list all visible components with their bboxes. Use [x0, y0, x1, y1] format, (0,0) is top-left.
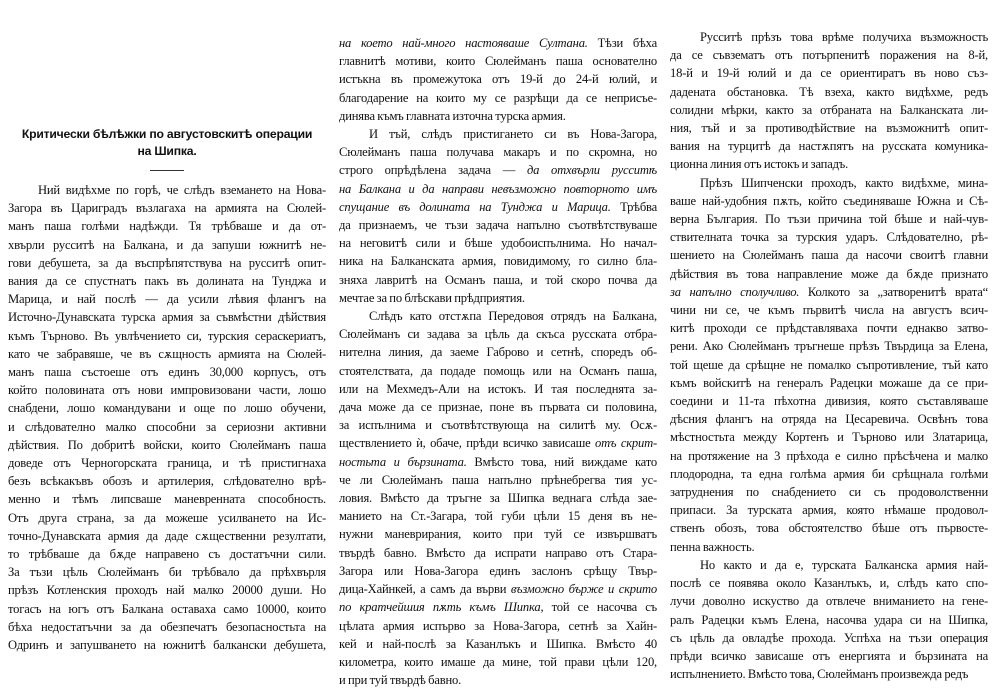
text-line: [339, 180, 657, 198]
text-line: [8, 308, 326, 326]
text-line: [670, 137, 988, 155]
text-line: [339, 34, 657, 52]
text-line: [339, 398, 657, 416]
text-line: [339, 252, 657, 270]
text-line: [8, 217, 326, 235]
text-line: [8, 490, 326, 508]
text-line: [670, 155, 988, 173]
right-column-text: [670, 28, 988, 683]
text-line: [670, 83, 988, 101]
text-line: [670, 119, 988, 137]
text-run: манието на Ст.-Загара, той губи цѣли 15 деня въ не-: [339, 509, 657, 524]
text-run: на протяжение на 3 прѣхода е силно прѣсѣчена и малко: [670, 448, 988, 463]
text-line: [670, 28, 988, 46]
text-run: да се съвзематъ отъ потърпенитѣ поражения на 8-й,: [670, 48, 988, 63]
text-line: [670, 501, 988, 519]
text-run: на неговитѣ сили и бѣше удобоиспълнима. Но начал-: [339, 236, 657, 251]
text-line: [339, 362, 657, 380]
text-line: [670, 374, 988, 392]
text-run: Загора въ Цариградъ възлагаха на армията на Сюлей-: [8, 201, 326, 216]
italic-emphasis: отъ скрит-: [595, 436, 657, 451]
text-run: лучи доволно искуство да отвлече вниманието на гене-: [670, 594, 988, 609]
text-run: точно-Дунавската армия да даде сѫщественни резултати,: [8, 528, 326, 543]
text-run: динява къмъ главната източна турска армия.: [339, 108, 566, 123]
text-run: манъ паша състоеше отъ единъ 30,000 корпусъ, отъ: [8, 365, 326, 380]
text-line: [670, 192, 988, 210]
text-run: менно и тѣмъ липсваше маневренната способность.: [8, 492, 326, 507]
text-run: затруднения по снабдението си съ продоволственни: [670, 485, 988, 500]
text-run: ния, тъй и за противодѣйствие на възможнитѣ опит-: [670, 121, 988, 136]
text-line: [670, 301, 988, 319]
text-run: Ний видѣхме по горѣ, че слѣдъ вземането на Нова-: [38, 183, 326, 197]
italic-emphasis: за напълно сполучливо.: [670, 284, 800, 299]
text-run: Отъ друга страна, за да можеше усилването на Ис-: [8, 510, 326, 525]
text-run: Вмѣсто това, ний виждаме като: [466, 454, 657, 469]
text-line: [8, 345, 326, 363]
text-run: ствителната точка за турския ударъ. Слѣдователно, рѣ-: [670, 230, 988, 245]
text-line: [8, 272, 326, 290]
text-line: [670, 574, 988, 592]
italic-emphasis: спущание въ долината на Тунджа и Марица.: [339, 199, 611, 214]
text-line: [670, 46, 988, 64]
text-run: къмъ Търново. Въ увлѣчението си, турския сераскериатъ,: [8, 328, 326, 343]
text-run: ралъ Радецки къмъ Елена, насочва удара си на Шипка,: [670, 612, 988, 627]
text-run: испълнението. Вмѣсто това, Сюлейманъ произвежда редъ: [670, 667, 969, 682]
text-run: чини ни се, че къмъ първитѣ числа на августъ всич-: [670, 303, 988, 318]
text-run: мѣстностьта между Кортенъ и Търново или Златарица,: [670, 430, 988, 445]
text-line: [8, 472, 326, 490]
text-run: манъ паша голѣми надѣжди. Тя трѣбваше и да от-: [8, 219, 326, 234]
text-line: [8, 509, 326, 527]
text-line: [8, 381, 326, 399]
text-run: плодородна, та една голѣма армия би срѣщнала голѣми: [670, 466, 988, 481]
text-run: че ли Сюлейманъ паша напълно прѣнебрегва тия ус-: [339, 472, 657, 487]
text-run: строго опрѣдѣлена задача —: [339, 163, 527, 178]
text-run: или на Мехмедъ-Али на истокъ. И тая последнята за-: [339, 381, 657, 396]
text-run: нителна линия, да заеме Габрово и сетнѣ, споредъ об-: [339, 345, 657, 360]
text-line: [670, 647, 988, 665]
text-run: който половината отъ нови импровизовани части, лошо: [8, 383, 326, 398]
text-run: бѣха недостатъчни за да обезпечатъ безопасностьта на: [8, 619, 326, 634]
text-line: [8, 181, 326, 199]
text-line: [8, 199, 326, 217]
text-run: гови дебушета, за да въспрѣпятствува на русситѣ опит-: [8, 255, 326, 270]
italic-emphasis: да отхвърли русситѣ: [526, 163, 657, 178]
text-run: вания на турцитѣ да настѫпятъ на русската комуника-: [670, 139, 988, 154]
text-run: твърдѣ бавно. Вмѣсто да испрати направо отъ Стара-: [339, 545, 657, 560]
text-run: прѣзъ Котленския проходъ най малко 20000 души. Но: [8, 583, 326, 598]
text-run: тогасъ на югъ отъ Балкана оставаха само 10000, които: [8, 601, 326, 616]
text-run: верна България. По тъзи причина той бѣше и най-чув-: [670, 212, 988, 227]
text-line: [339, 325, 657, 343]
text-run: Трѣбва: [610, 199, 657, 214]
text-line: [339, 653, 657, 671]
text-line: [8, 636, 326, 654]
text-run: дѣйствия въ това направление може да бѫде признато: [670, 266, 988, 281]
text-line: [339, 70, 657, 88]
left-column-text: [8, 181, 326, 654]
text-line: [670, 519, 988, 537]
text-run: кей и най-послѣ за Казанлъкъ и Шипка. Вмѣсто 40: [339, 636, 657, 651]
text-line: [339, 671, 657, 689]
text-line: [670, 265, 988, 283]
text-line: [670, 101, 988, 119]
text-line: [339, 289, 657, 307]
text-run: Но както и да е, турската Балканска армия най-: [700, 557, 988, 572]
middle-column: [339, 0, 657, 689]
text-line: [339, 635, 657, 653]
text-run: мечтае за по блѣскави прѣдприятия.: [339, 290, 525, 305]
text-run: Тѣзи бѣха: [587, 36, 657, 50]
text-line: [8, 454, 326, 472]
text-line: [8, 563, 326, 581]
text-run: прѣди всичко зависаше отъ енергията и бързината на: [670, 648, 988, 663]
text-line: [8, 581, 326, 599]
text-run: припаси. За турската армия, която нѣмаше продовол-: [670, 503, 988, 518]
text-line: [8, 618, 326, 636]
text-run: за испълнима и съотвѣтствующа на силитѣ му. Осѫ-: [339, 418, 657, 433]
text-line: [670, 174, 988, 192]
text-line: [670, 210, 988, 228]
left-column: [8, 0, 326, 654]
text-line: [8, 254, 326, 272]
text-line: [339, 307, 657, 325]
text-run: благодарение на които му се разрѣщи да се неприсъе-: [339, 90, 657, 105]
text-run: Сюлейманъ паша получава макаръ и по скромна, но: [339, 145, 657, 160]
text-run: рени. Ако Сюлейманъ тръгнеше прѣзъ Твърдица за Елена,: [670, 339, 988, 354]
text-line: [339, 216, 657, 234]
text-line: [339, 343, 657, 361]
text-run: ника на Балканската армия, повидимому, го силно бла-: [339, 254, 657, 269]
text-run: ционна линия отъ истокъ и западъ.: [670, 157, 849, 172]
text-line: [670, 665, 988, 683]
text-line: [670, 538, 988, 556]
text-line: [670, 283, 988, 301]
text-line: [8, 236, 326, 254]
title-divider: [150, 170, 184, 171]
text-run: километра, които имаше да мине, той прави цѣли 120,: [339, 654, 657, 669]
text-line: [670, 410, 988, 428]
text-run: дѣйствия. По добритѣ войски, които Сюлейманъ паша: [8, 437, 326, 452]
text-run: За тъзи цѣль Сюлейманъ би трѣбвало да прѣхвърля: [8, 565, 326, 580]
text-run: Сюлейманъ си задава за цѣль да скъса русската отбра-: [339, 327, 657, 342]
text-run: той се насочва съ: [543, 600, 657, 615]
italic-emphasis: по кратчейшия пѫть къмъ Шипка,: [339, 600, 544, 615]
middle-column-text: [339, 34, 657, 689]
text-line: [8, 545, 326, 563]
italic-emphasis: на Балкана и да направи невъзможно повторното имъ: [339, 181, 657, 196]
text-run: къмъ войскитѣ на генералъ Радецки можаше да се при-: [670, 375, 988, 390]
text-line: [339, 525, 657, 543]
text-line: [670, 629, 988, 647]
text-line: [670, 483, 988, 501]
text-run: И тъй, слѣдъ пристигането си въ Нова-Загора,: [369, 127, 657, 142]
text-line: [670, 428, 988, 446]
text-line: [8, 363, 326, 381]
text-line: [670, 447, 988, 465]
text-line: [339, 161, 657, 179]
text-line: [339, 125, 657, 143]
text-line: [339, 234, 657, 252]
text-line: [339, 471, 657, 489]
text-run: да признаемъ, че тъзи задача напълно съотвѣтствуваше: [339, 218, 657, 233]
text-line: [339, 107, 657, 125]
text-line: [339, 271, 657, 289]
text-run: Марица, и най послѣ — да усили лѣвия флангъ на: [8, 292, 326, 307]
text-run: Русситѣ прѣзъ това врѣме получиха възможность: [700, 30, 988, 44]
text-run: Слѣдъ като отстѫпа Передовоя отрядъ на Балкана,: [369, 309, 657, 324]
text-run: и при туй твърдѣ бавно.: [339, 673, 462, 688]
text-line: [339, 617, 657, 635]
text-run: като че забравяше, че въ сѫщность армията на Сюлей-: [8, 346, 326, 361]
text-run: соедини и 11-та пѣхотна дивизия, която съставляваше: [670, 394, 988, 409]
text-run: ваше най-удобния пѫть, който съединяваше Южна и Сѣ-: [670, 193, 988, 208]
italic-emphasis: ностьта и бързината.: [339, 454, 467, 469]
text-run: шението на Сюлейманъ паша да насочи своитѣ главни: [670, 248, 988, 263]
text-run: вания да се спустнатъ пакъ въ долината на Тунджа и: [8, 274, 326, 289]
text-run: пенна важность.: [670, 539, 755, 554]
text-run: послѣ се появява около Казанлъкъ, и, слѣдъ като спо-: [670, 576, 988, 591]
text-run: то трѣбваше да бѫде направено съ достатъчни сили.: [8, 547, 326, 562]
article-title-line-2: на Шипка.: [137, 144, 197, 158]
text-line: [339, 143, 657, 161]
text-line: [670, 465, 988, 483]
text-run: дача може да се признае, поне въ първата си половина,: [339, 400, 657, 415]
text-line: [670, 64, 988, 82]
text-run: Прѣзъ Шипченски проходъ, както видѣхме, мина-: [700, 175, 988, 190]
text-line: [339, 544, 657, 562]
text-line: [339, 489, 657, 507]
text-line: [339, 598, 657, 616]
article-title-line-1: Критически бѣлѣжки по августовскитѣ операции: [21, 127, 313, 141]
text-line: [670, 392, 988, 410]
text-run: цѣлата армия испърво за Нова-Загора, сетнѣ за Хайн-: [339, 618, 657, 633]
text-run: дица-Хайнкей, а самъ да върви: [339, 582, 511, 597]
text-line: [670, 611, 988, 629]
text-run: истъкна въ промежутока отъ 19-й до 24-й юлий, и: [339, 72, 657, 87]
text-line: [339, 453, 657, 471]
text-run: доведе отъ Черногорската граница, и тѣ пристигнаха: [8, 456, 326, 471]
text-run: Источно-Дунавската турска армия за съвмѣстни дѣйствия: [8, 310, 326, 325]
text-run: зняха лавритѣ на Османъ паша, и той скоро почва да: [339, 272, 657, 287]
italic-emphasis: на което най-много настояваше Султана.: [339, 36, 588, 50]
text-run: солидни мѣрки, както за отбраната на Балканската ли-: [670, 102, 988, 117]
text-run: той щеше да срѣщне не помалко съпротивление, тъй като: [670, 357, 988, 372]
text-run: дадената обстановка. Тѣ взеха, както видѣхме, редъ: [670, 84, 988, 99]
text-run: китѣ проходи се прѣдставляваха почти еднакво затво-: [670, 321, 988, 336]
text-line: [8, 418, 326, 436]
text-line: [339, 198, 657, 216]
text-run: 18-й и 19-й юлий и да се ориентиратъ въ ново съз-: [670, 66, 988, 81]
text-line: [339, 562, 657, 580]
text-line: [670, 319, 988, 337]
text-run: стоятелствата, да подаде помощь или на Османъ паша,: [339, 363, 657, 378]
text-run: и слѣдователно малко способни за сериозни активни: [8, 419, 326, 434]
text-run: главнитѣ мотиви, които Сюлейманъ паша основателно: [339, 54, 657, 69]
text-line: [670, 556, 988, 574]
text-line: [8, 600, 326, 618]
text-line: [8, 436, 326, 454]
text-run: Загора или Нова-Загора единъ заслонъ срѣщу Твър-: [339, 563, 657, 578]
text-run: Одринъ и запушването на южнитѣ балкански дебушета,: [8, 638, 326, 653]
text-run: ловия. Вмѣсто да тръгне за Шипка веднага слѣда зае-: [339, 491, 657, 506]
text-line: [8, 327, 326, 345]
text-line: [8, 399, 326, 417]
text-line: [339, 580, 657, 598]
text-line: [339, 434, 657, 452]
text-line: [670, 228, 988, 246]
text-line: [670, 246, 988, 264]
italic-emphasis: възможно бърже и скрито: [510, 582, 657, 597]
text-run: ществлението ѝ, обаче, прѣди всичко зависаше: [339, 436, 596, 451]
text-run: снабдени, лошо командувани и още по лошо обучени,: [8, 401, 326, 416]
right-column: [670, 0, 988, 683]
text-line: [339, 416, 657, 434]
text-line: [8, 290, 326, 308]
text-run: ственъ обозъ, това обстоятелство бѣше отъ първосте-: [670, 521, 988, 536]
text-line: [670, 592, 988, 610]
text-run: безъ всѣкакъвъ обозъ и артилерия, слѣдователно врѣ-: [8, 474, 326, 489]
text-run: Колкото за „затворенитѣ врата“: [799, 284, 988, 299]
text-run: дѣсния флангъ на отряда на Цесаревича. Освѣнъ това: [670, 412, 988, 427]
text-run: нужни маневрирания, които при туй се извършватъ: [339, 527, 657, 542]
text-line: [670, 356, 988, 374]
text-line: [339, 507, 657, 525]
text-line: [670, 337, 988, 355]
text-run: съ цѣль да овладѣе прохода. Успѣха на тъзи операция: [670, 630, 988, 645]
text-line: [339, 89, 657, 107]
text-line: [8, 527, 326, 545]
text-line: [339, 52, 657, 70]
text-line: [339, 380, 657, 398]
text-run: хвърли русситѣ на Балкана, и да запуши южнитѣ не-: [8, 237, 326, 252]
article-title: [8, 126, 326, 160]
